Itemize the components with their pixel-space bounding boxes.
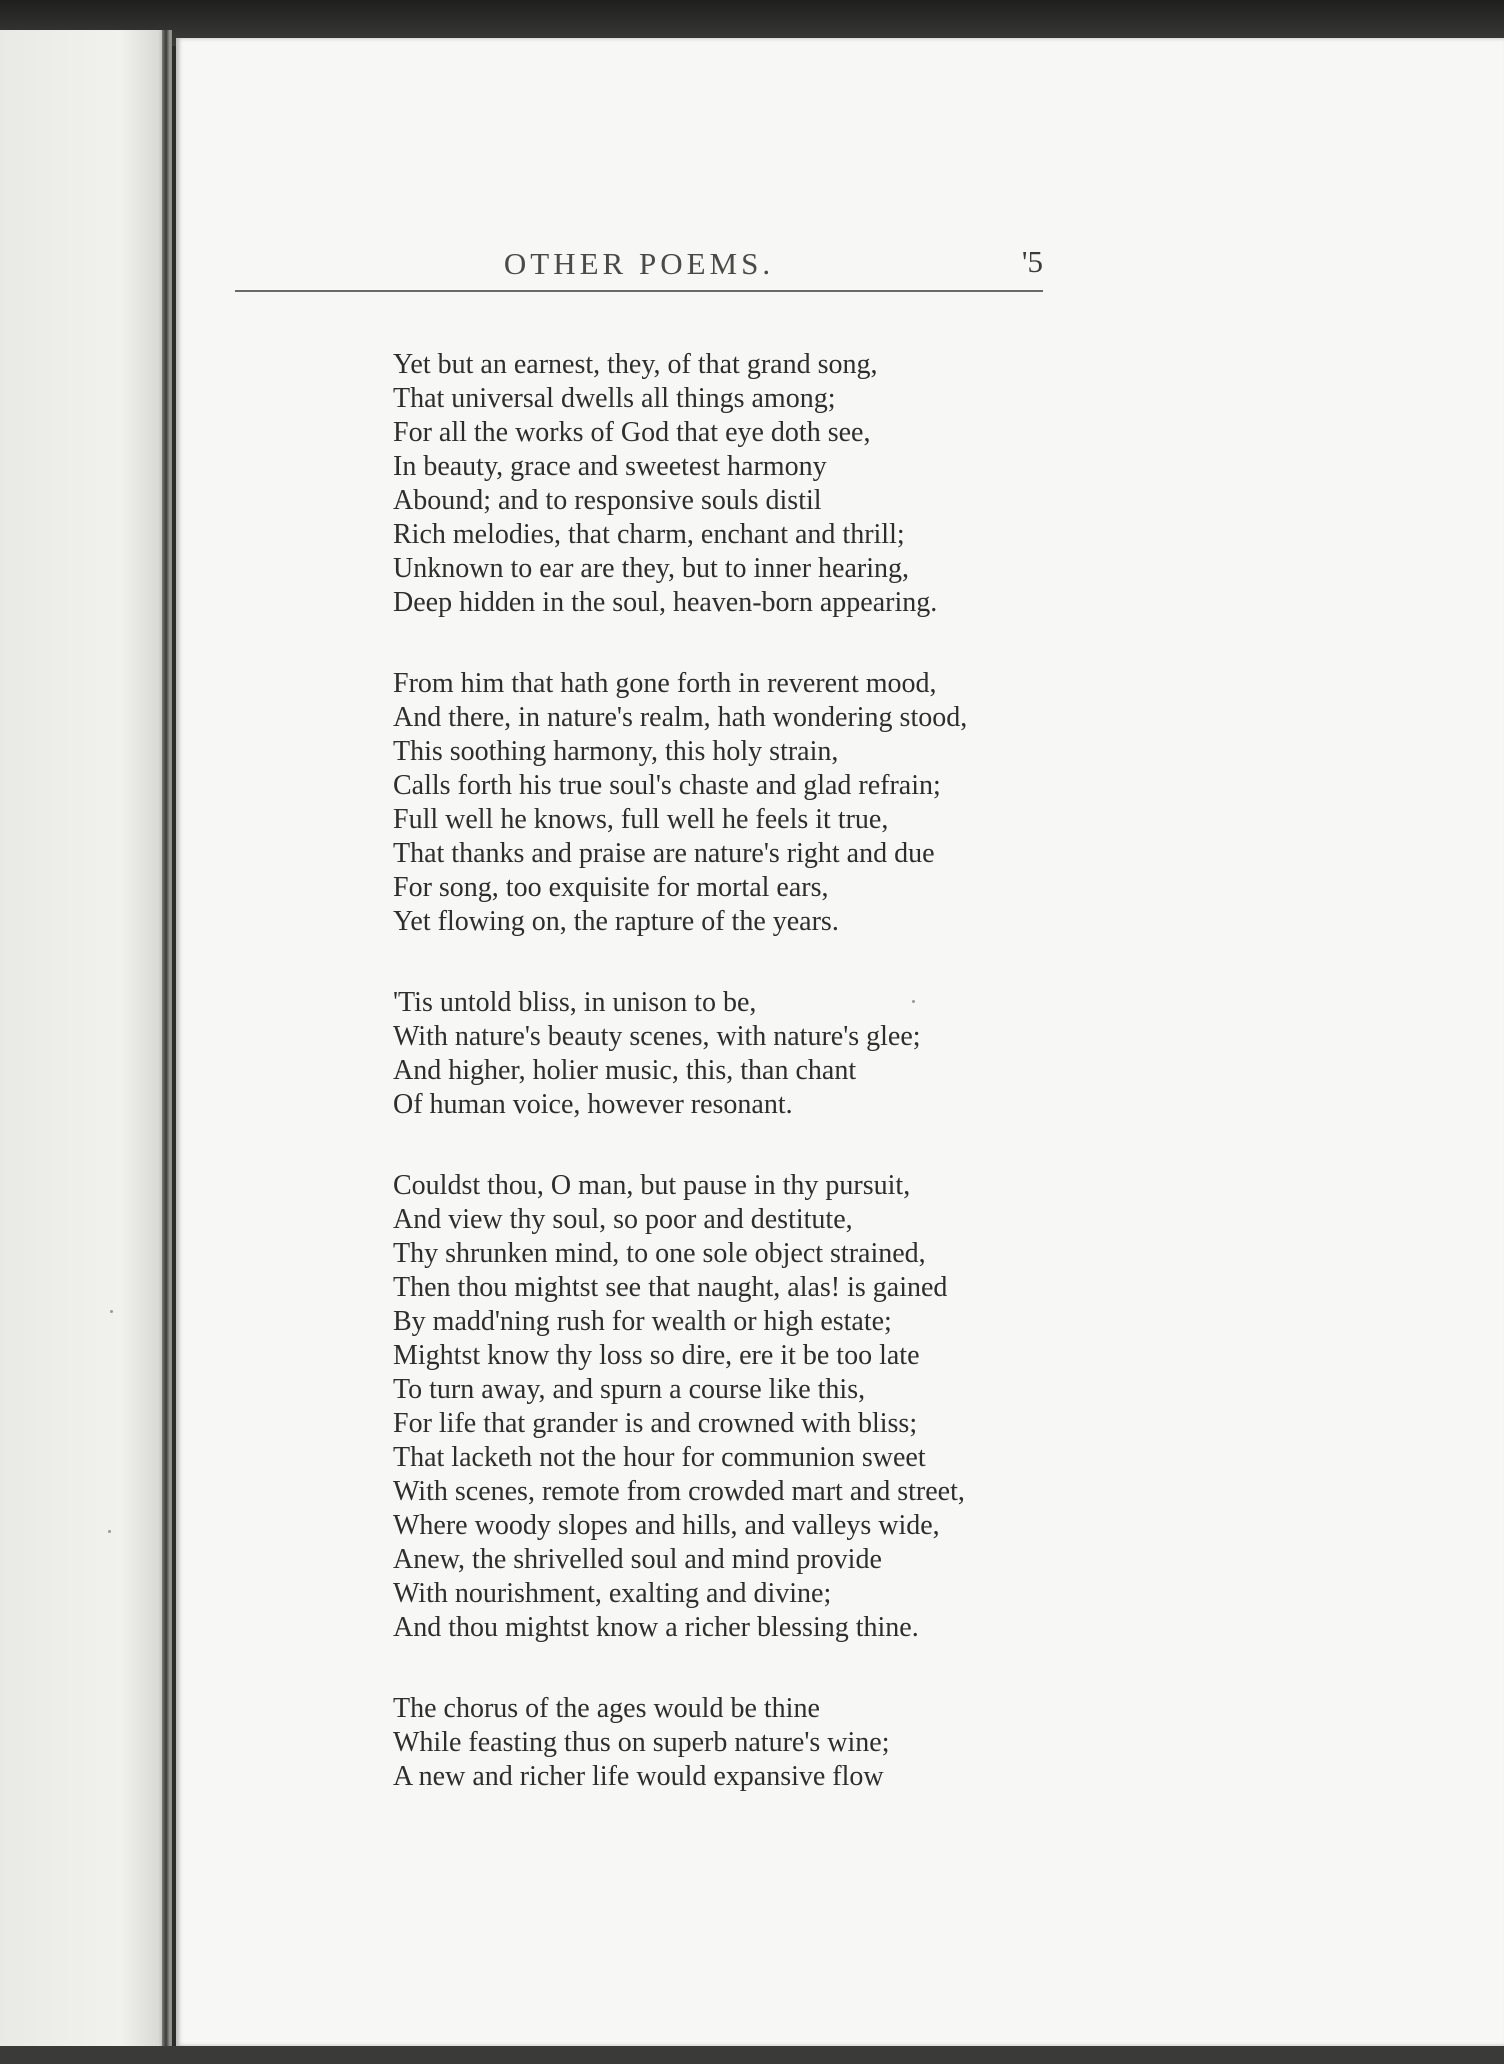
verse-line: Anew, the shrivelled soul and mind provide bbox=[393, 1544, 882, 1575]
print-speck bbox=[110, 1310, 113, 1313]
stanza bbox=[393, 667, 1273, 939]
verse-line: Where woody slopes and hills, and valleys wide, bbox=[393, 1510, 940, 1541]
stanza bbox=[393, 1169, 1273, 1645]
verse-line: And thou mightst know a richer blessing thine. bbox=[393, 1612, 919, 1643]
verse-line: With scenes, remote from crowded mart and street, bbox=[393, 1476, 965, 1507]
verse-line: That universal dwells all things among; bbox=[393, 383, 836, 414]
verse-line: The chorus of the ages would be thine bbox=[393, 1693, 820, 1724]
print-speck bbox=[912, 1000, 915, 1003]
verse-line: While feasting thus on superb nature's wine; bbox=[393, 1727, 890, 1758]
verse-line: 'Tis untold bliss, in unison to be, bbox=[393, 987, 757, 1018]
verse-line: Deep hidden in the soul, heaven-born appearing. bbox=[393, 587, 938, 618]
verse-line: Of human voice, however resonant. bbox=[393, 1089, 793, 1120]
verse-line: For song, too exquisite for mortal ears, bbox=[393, 872, 829, 903]
verse-line: Thy shrunken mind, to one sole object strained, bbox=[393, 1238, 926, 1269]
verse-line: In beauty, grace and sweetest harmony bbox=[393, 451, 827, 482]
running-title: OTHER POEMS. bbox=[503, 246, 775, 281]
verse-line: For all the works of God that eye doth see, bbox=[393, 417, 871, 448]
verse-line: With nourishment, exalting and divine; bbox=[393, 1578, 832, 1609]
verse-line: With nature's beauty scenes, with nature's glee; bbox=[393, 1021, 921, 1052]
verse-line: Full well he knows, full well he feels it true, bbox=[393, 804, 889, 835]
verse-line: This soothing harmony, this holy strain, bbox=[393, 736, 839, 767]
verse-line: Calls forth his true soul's chaste and glad refrain; bbox=[393, 770, 941, 801]
verse-line: Then thou mightst see that naught, alas! is gained bbox=[393, 1272, 948, 1303]
verse-line: That lacketh not the hour for communion sweet bbox=[393, 1442, 926, 1473]
verse-line: For life that grander is and crowned with bliss; bbox=[393, 1408, 918, 1439]
verse-line: Yet flowing on, the rapture of the years. bbox=[393, 906, 839, 937]
verse-line: Abound; and to responsive souls distil bbox=[393, 485, 822, 516]
verse-line: And there, in nature's realm, hath wondering stood, bbox=[393, 702, 968, 733]
verse-line: By madd'ning rush for wealth or high estate; bbox=[393, 1306, 892, 1337]
facing-page-edge bbox=[0, 30, 172, 2064]
verse-line: From him that hath gone forth in reverent mood, bbox=[393, 668, 937, 699]
stanza bbox=[393, 348, 1273, 620]
verse-line: Unknown to ear are they, but to inner hearing, bbox=[393, 553, 910, 584]
poem-text bbox=[393, 348, 1273, 1841]
verse-line: And view thy soul, so poor and destitute, bbox=[393, 1204, 853, 1235]
running-header bbox=[235, 232, 1043, 292]
verse-line: That thanks and praise are nature's right and due bbox=[393, 838, 935, 869]
stanza bbox=[393, 986, 1273, 1122]
verse-line: Rich melodies, that charm, enchant and thrill; bbox=[393, 519, 905, 550]
verse-line: To turn away, and spurn a course like this, bbox=[393, 1374, 866, 1405]
verse-line: And higher, holier music, this, than chant bbox=[393, 1055, 857, 1086]
stanza bbox=[393, 1692, 1273, 1794]
verse-line: A new and richer life would expansive flow bbox=[393, 1761, 884, 1792]
verse-line: Yet but an earnest, they, of that grand song, bbox=[393, 349, 878, 380]
verse-line: Mightst know thy loss so dire, ere it be too late bbox=[393, 1340, 920, 1371]
scanner-bottom-edge bbox=[0, 2046, 1504, 2064]
page-number: '5 bbox=[1021, 244, 1043, 279]
print-speck bbox=[108, 1530, 111, 1533]
book-gutter bbox=[162, 30, 170, 2064]
verse-line: Couldst thou, O man, but pause in thy pursuit, bbox=[393, 1170, 911, 1201]
